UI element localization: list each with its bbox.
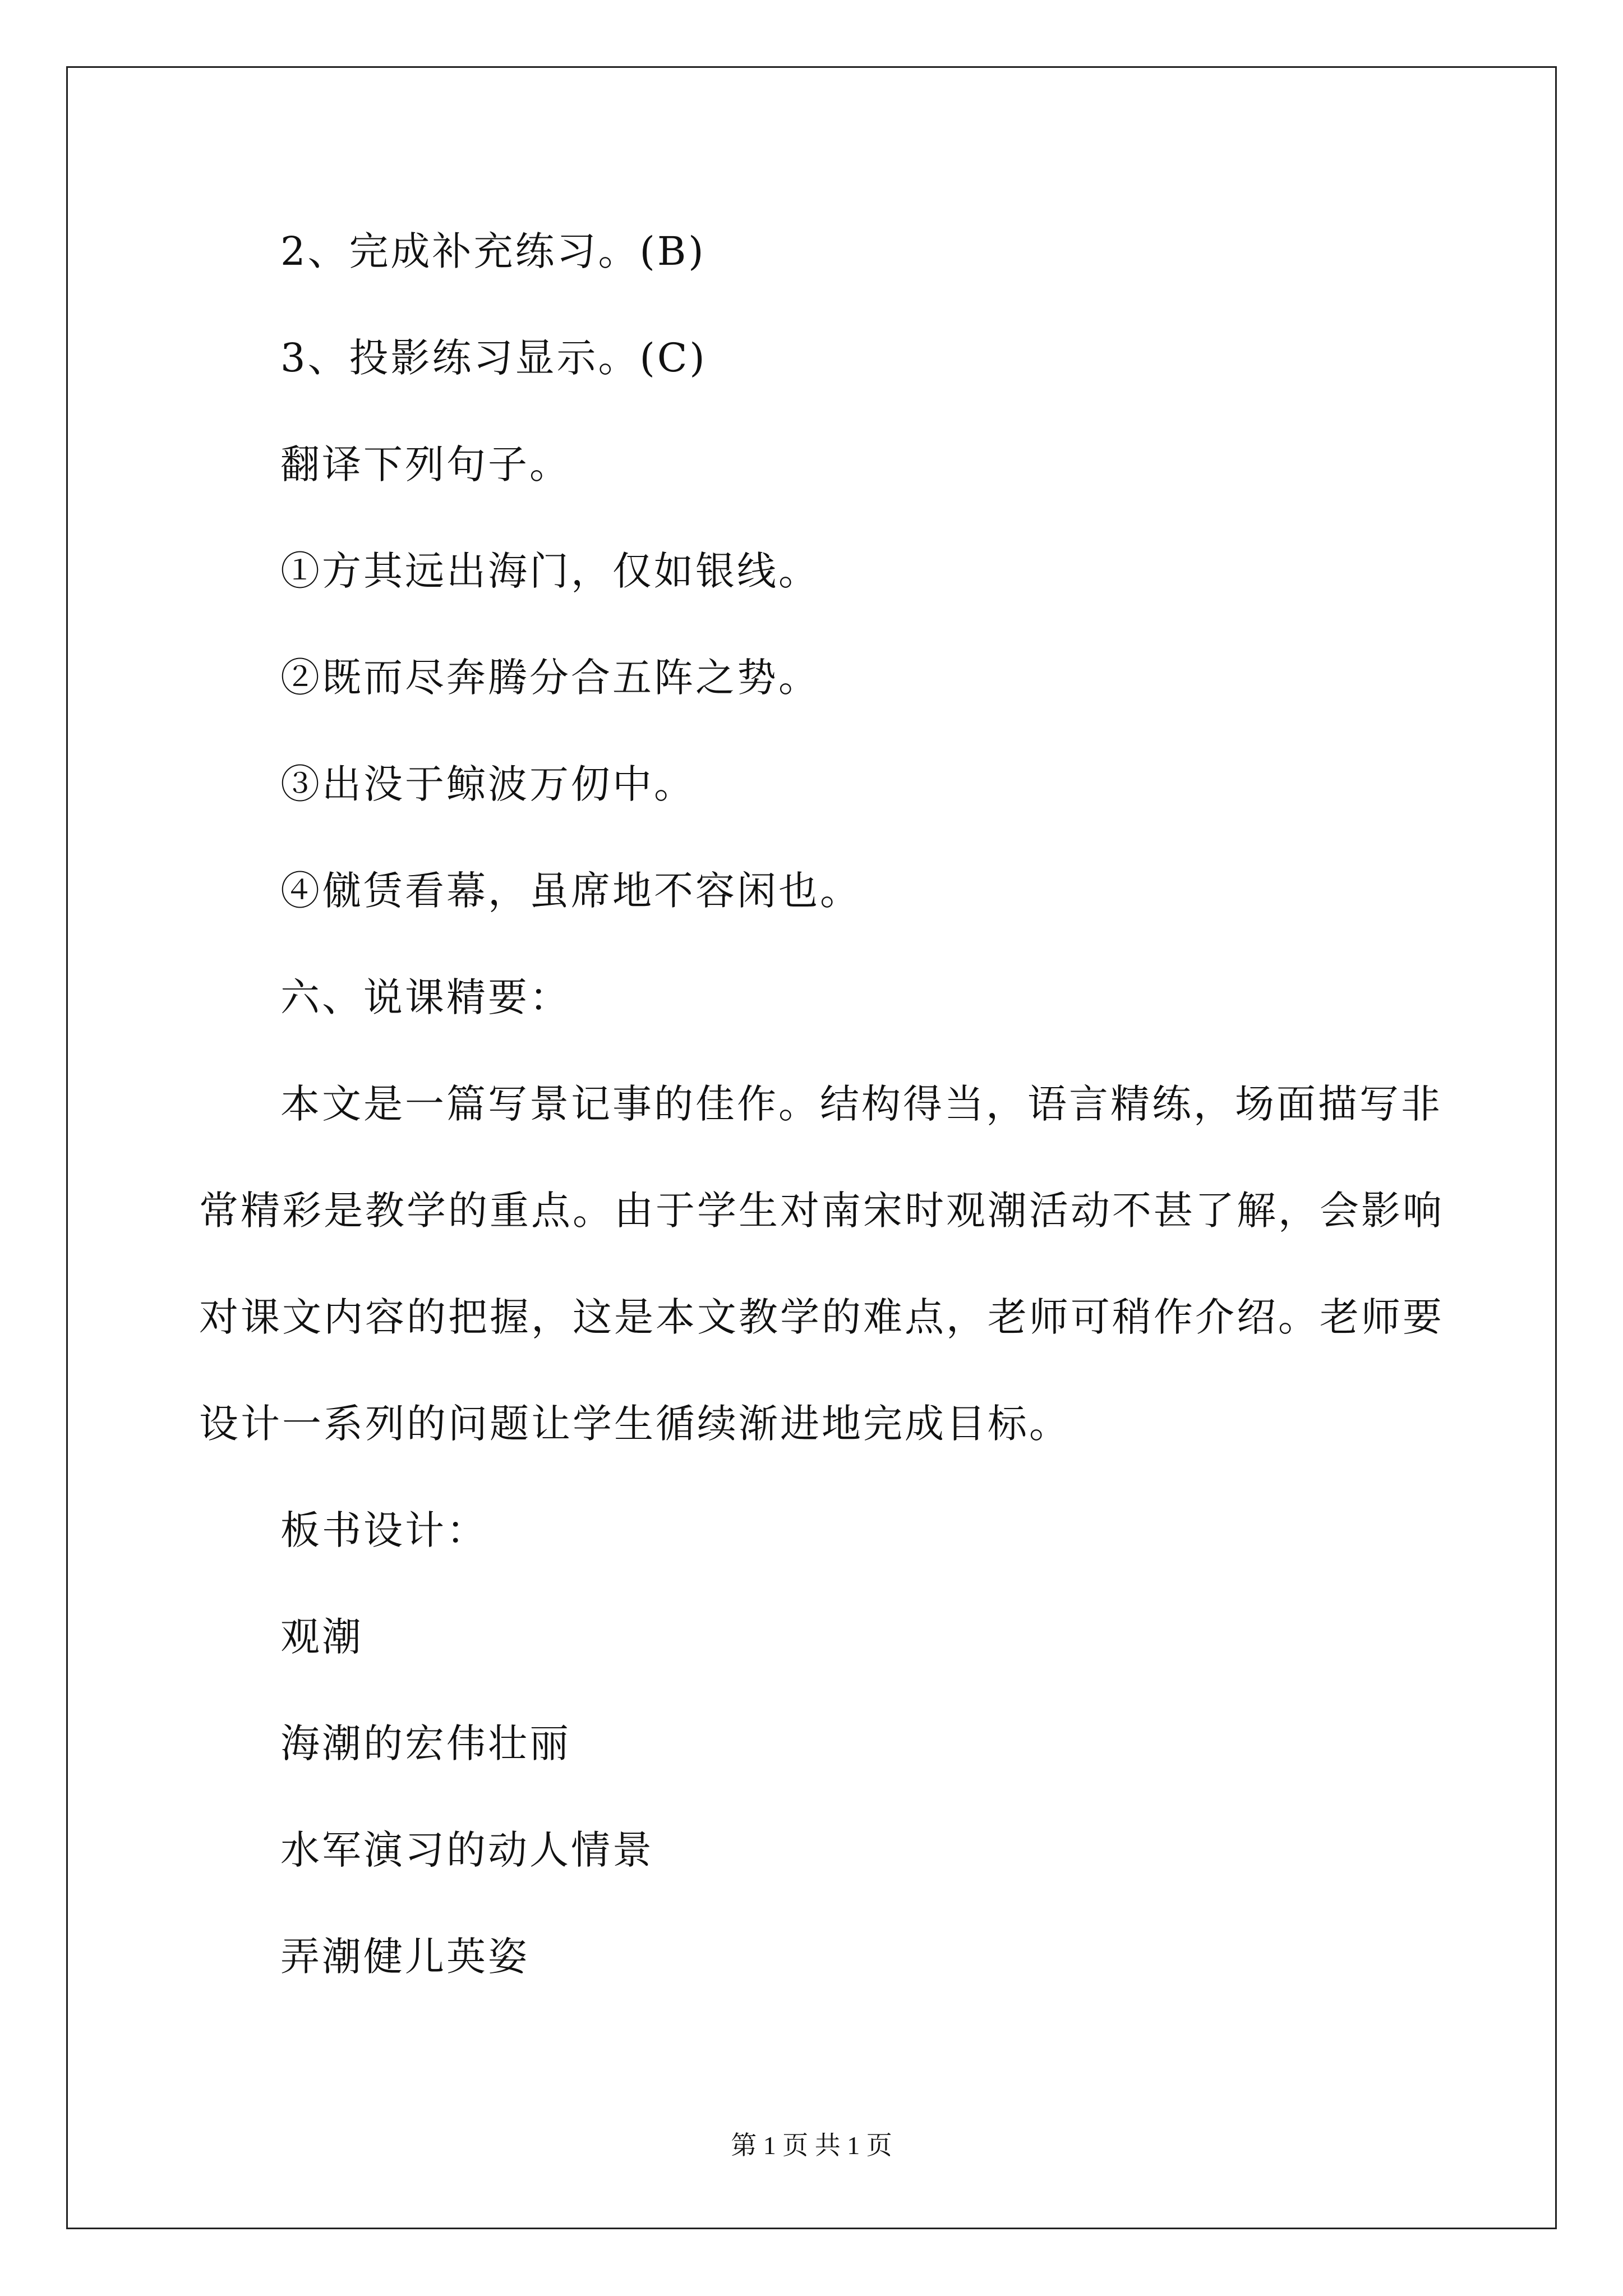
page-footer: 第 1 页 共 1 页 bbox=[731, 2131, 892, 2160]
paragraph-line-1: 本文是一篇写景记事的佳作。结构得当，语言精练，场面描写非 bbox=[280, 1081, 1442, 1127]
sentence-3: ③出没于鲸波万仞中。 bbox=[280, 761, 695, 807]
page-border bbox=[66, 66, 1557, 2229]
board-item-3: 弄潮健儿英姿 bbox=[280, 1934, 529, 1980]
paragraph-line-3: 对课文内容的把握，这是本文教学的难点，老师可稍作介绍。老师要 bbox=[199, 1294, 1444, 1340]
exercise-item-3: 3、投影练习显示。(C) bbox=[280, 335, 707, 381]
board-item-2: 水军演习的动人情景 bbox=[280, 1827, 654, 1873]
sentence-1: ①方其远出海门，仅如银线。 bbox=[280, 548, 820, 594]
board-item-title: 观潮 bbox=[280, 1614, 363, 1660]
sentence-2: ②既而尽奔腾分合五阵之势。 bbox=[280, 655, 820, 701]
exercise-item-2: 2、完成补充练习。(B) bbox=[280, 228, 706, 274]
board-design-heading: 板书设计： bbox=[280, 1507, 488, 1553]
sentence-4: ④僦赁看幕，虽席地不容闲也。 bbox=[280, 868, 861, 914]
board-item-1: 海潮的宏伟壮丽 bbox=[280, 1720, 571, 1766]
paragraph-line-4: 设计一系列的问题让学生循续渐进地完成目标。 bbox=[199, 1401, 1071, 1447]
paragraph-line-2: 常精彩是教学的重点。由于学生对南宋时观潮活动不甚了解，会影响 bbox=[199, 1188, 1444, 1234]
section-heading-6: 六、说课精要： bbox=[280, 974, 571, 1020]
translate-heading: 翻译下列句子。 bbox=[280, 441, 571, 487]
